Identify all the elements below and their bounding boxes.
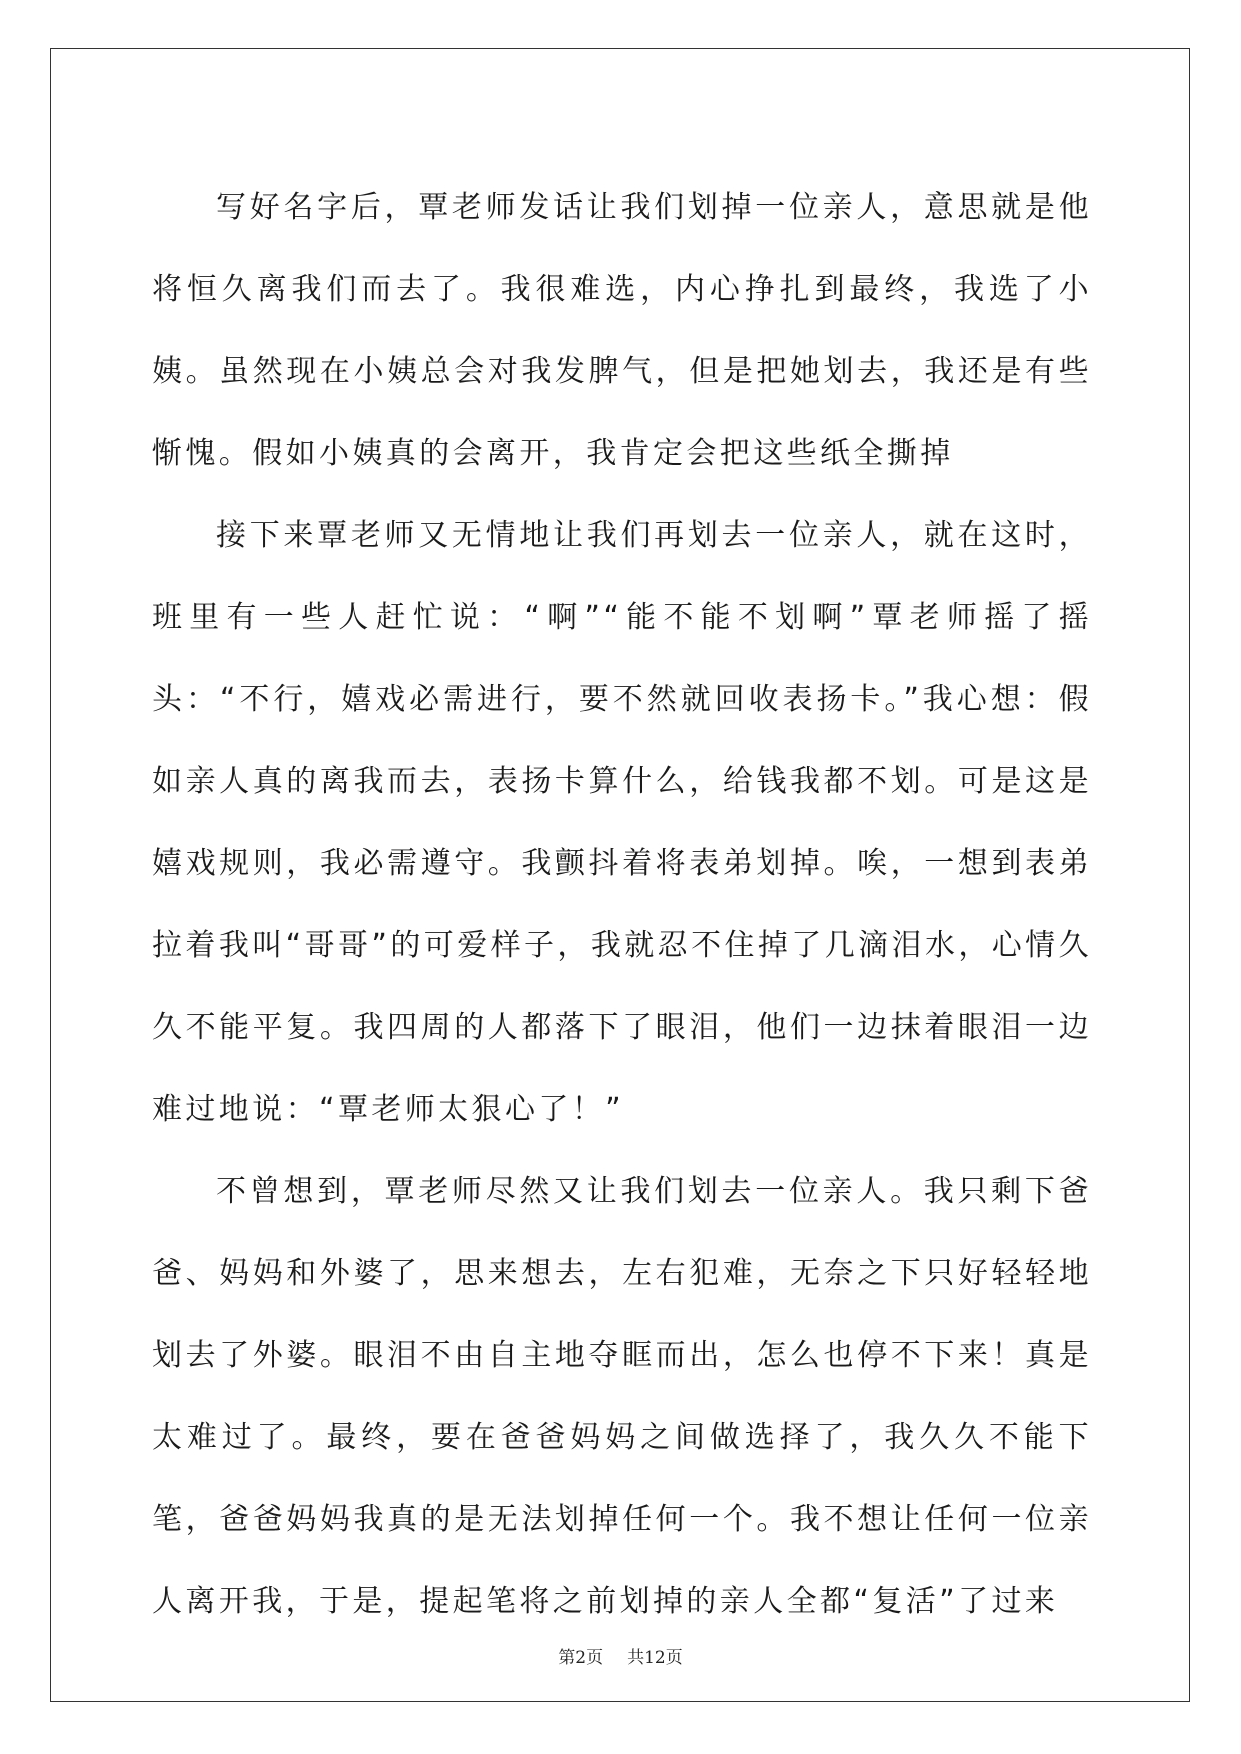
page-total: 共12页 bbox=[627, 1648, 683, 1668]
page-footer bbox=[0, 1643, 1241, 1668]
page-number: 第2页 bbox=[558, 1648, 604, 1668]
paragraph-3: 不曾想到，覃老师尽然又让我们划去一位亲人。我只剩下爸爸、妈妈和外婆了，思来想去，左右犯难，无奈之下只好轻轻地划去了外婆。眼泪不由自主地夺眶而出，怎么也停不下来！真是太难过了。最终，要在爸爸妈妈之间做选择了，我久久不能下笔，爸爸妈妈我真的是无法划掉任何一个。我不想让任何一位亲人离开我，于是，提起笔将之前划掉的亲人全都“复活”了过来 bbox=[152, 1174, 1092, 1619]
paragraph-1: 写好名字后，覃老师发话让我们划掉一位亲人，意思就是他将恒久离我们而去了。我很难选，内心挣扎到最终，我选了小姨。虽然现在小姨总会对我发脾气，但是把她划去，我还是有些惭愧。假如小姨真的会离开，我肯定会把这些纸全撕掉 bbox=[152, 190, 1092, 471]
document-body bbox=[152, 167, 1092, 1643]
paragraph-2: 接下来覃老师又无情地让我们再划去一位亲人，就在这时，班里有一些人赶忙说：“啊”“能不能不划啊”覃老师摇了摇头：“不行，嬉戏必需进行，要不然就回收表扬卡。”我心想：假如亲人真的离我而去，表扬卡算什么，给钱我都不划。可是这是嬉戏规则，我必需遵守。我颤抖着将表弟划掉。唉，一想到表弟拉着我叫“哥哥”的可爱样子，我就忍不住掉了几滴泪水，心情久久不能平复。我四周的人都落下了眼泪，他们一边抹着眼泪一边难过地说：“覃老师太狠心了！” bbox=[152, 518, 1092, 1127]
